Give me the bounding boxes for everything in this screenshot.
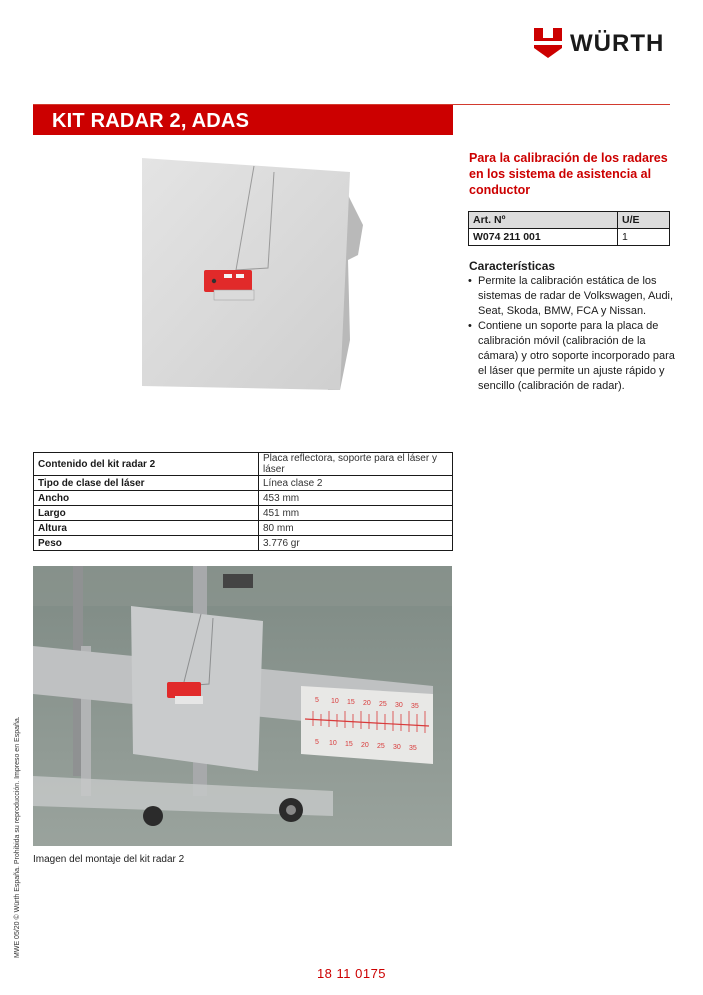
spec-row [34, 476, 453, 491]
ruler-top-label: 30 [395, 702, 403, 709]
photo-caption: Imagen del montaje del kit radar 2 [33, 854, 185, 865]
ruler-top-label: 5 [315, 697, 319, 704]
spec-key: Peso [34, 536, 259, 551]
spec-value: Línea clase 2 [259, 476, 453, 491]
spec-value: 3.776 gr [259, 536, 453, 551]
page-title: KIT RADAR 2, ADAS [52, 110, 250, 132]
spec-key: Tipo de clase del láser [34, 476, 259, 491]
spec-row [34, 521, 453, 536]
ruler-top-label: 15 [347, 699, 355, 706]
ruler-top-label: 10 [331, 698, 339, 705]
unit-value: 1 [618, 229, 670, 246]
ruler-bottom-label: 25 [377, 743, 385, 750]
spec-value: 80 mm [259, 521, 453, 536]
assembly-photo [33, 566, 452, 846]
ruler-bottom-label: 5 [315, 739, 319, 746]
ruler-top-label: 20 [363, 700, 371, 707]
ruler-bottom-label: 15 [345, 741, 353, 748]
spec-key: Ancho [34, 491, 259, 506]
brand-name: WÜRTH [570, 30, 665, 57]
article-table-row [469, 229, 670, 246]
wurth-logo-icon [534, 28, 562, 58]
article-table-header [469, 212, 670, 229]
feature-item: • Contiene un soporte para la placa de calibración móvil (calibración de la cámara) y otro soporte incorporado para el láser que permite un ajuste rápido y sencillo (calibración de radar). [478, 319, 676, 394]
spec-key: Altura [34, 521, 259, 536]
spec-row [34, 453, 453, 476]
ruler-top-label: 35 [411, 703, 419, 710]
spec-value: 453 mm [259, 491, 453, 506]
product-subtitle: Para la calibración de los radares en los sistema de asistencia al conductor [469, 151, 668, 197]
unit-header: U/E [618, 212, 670, 229]
spec-table [33, 452, 453, 551]
ruler-bottom-label: 35 [409, 745, 417, 752]
features-title: Características [469, 259, 556, 273]
ruler-top-label: 25 [379, 701, 387, 708]
spec-value: Placa reflectora, soporte para el láser y láser [259, 453, 453, 476]
article-table [468, 211, 670, 246]
feature-item: • Permite la calibración estática de los sistemas de radar de Volkswagen, Audi, Seat, Skoda, BMW, FCA y Nissan. [478, 274, 676, 319]
ruler-bottom-label: 10 [329, 740, 337, 747]
ruler-bottom-label: 30 [393, 744, 401, 751]
spec-value: 451 mm [259, 506, 453, 521]
art-number: W074 211 001 [469, 229, 618, 246]
wurth-logo [534, 28, 672, 60]
copyright-note: MWE 05/20 © Würth España. Prohibida su reproducción. Impreso en España. [14, 716, 21, 958]
spec-row [34, 491, 453, 506]
spec-key: Contenido del kit radar 2 [34, 453, 259, 476]
page-code: 18 11 0175 [316, 966, 387, 981]
ruler-bottom-label: 20 [361, 742, 369, 749]
spec-row [34, 536, 453, 551]
art-number-header: Art. Nº [469, 212, 618, 229]
features-list [466, 274, 676, 394]
product-image [118, 150, 378, 395]
spec-row [34, 506, 453, 521]
spec-key: Largo [34, 506, 259, 521]
